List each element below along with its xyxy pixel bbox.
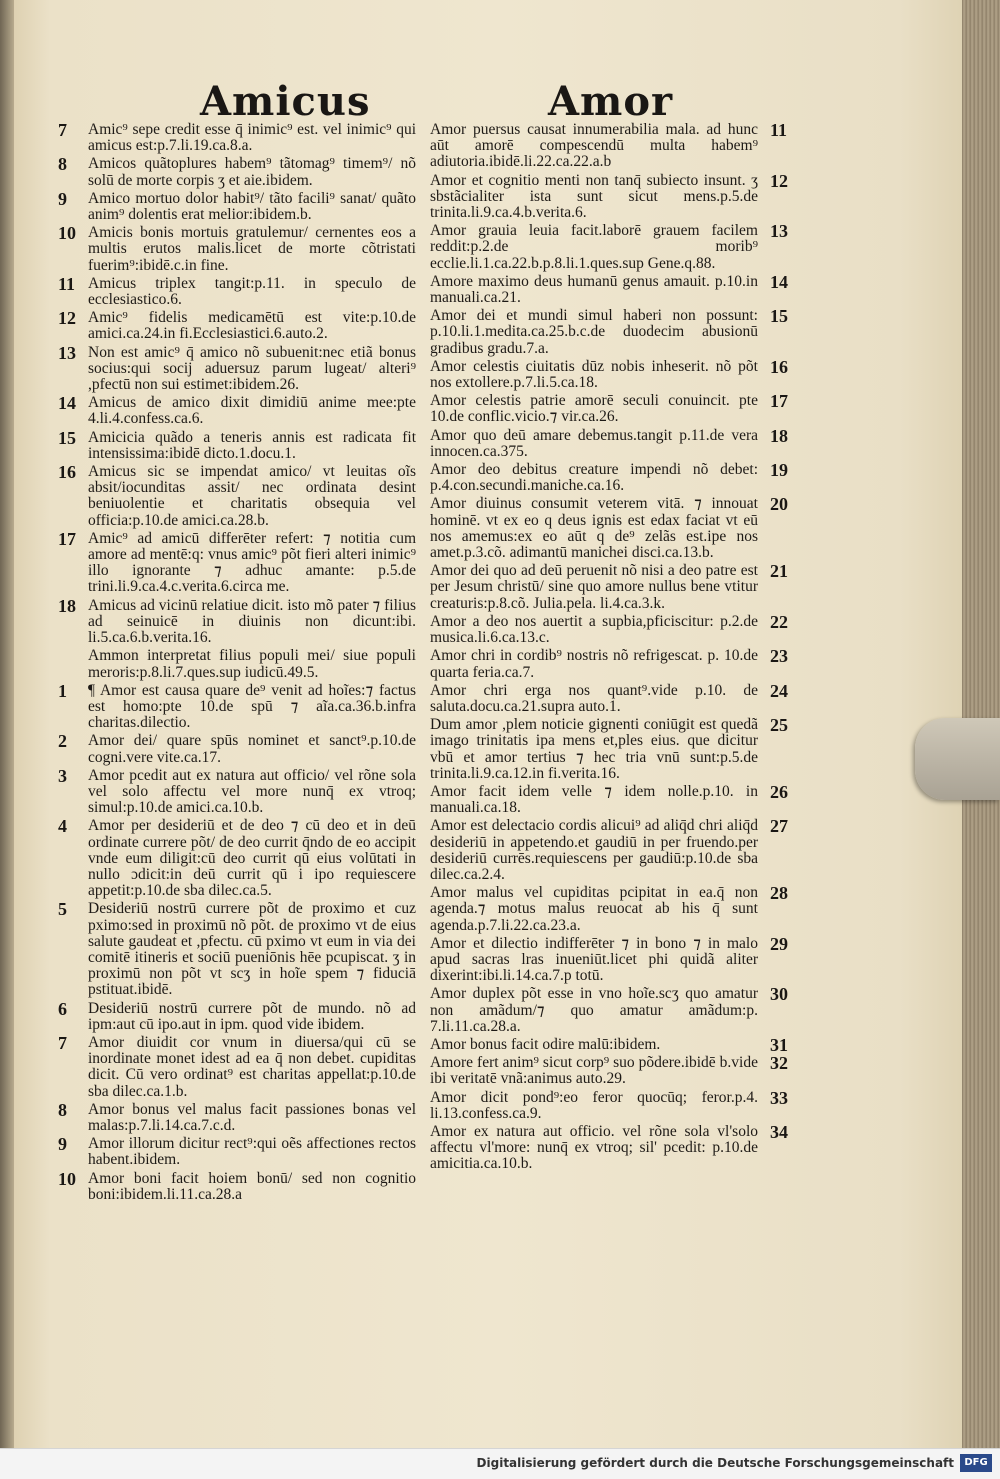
- entry-text: Amor boni facit hoiem bonū/ sed non cognitio boni:ibidem.li.11.ca.28.a: [88, 1169, 416, 1203]
- entry-number: 32: [770, 1053, 788, 1074]
- index-entry: [58, 998, 416, 1033]
- entry-text: Amor et cognitio menti non tanq̄ subiecto insunt. ʒ sbstãcialiter ista sunt sicut mens.p.5.de trinita.li.9.ca.4.b.verita.6.: [430, 171, 758, 222]
- entry-text: Desideriū nostrū currere põt de proximo et cuz pximo:sed in proximū nõ põt. de proximo vt de eius salute gaudeat et ,pfectu. cū pximo vt eum in via dei comitē itineris et sociū pueniōnis hēe pcupiscat. ʒ in proximū non põt vt scʒ in hoĩe spem ⁊ fiduciā pstituat.ibidē.: [88, 900, 416, 999]
- entry-number: 28: [770, 883, 788, 904]
- entry-text: Amor dei quo ad deū peruenit nõ nisi a deo patre est per Jesum christū/ sine quo amore nullus bene vtitur creaturis:p.8.cõ. Julia.pela. li.4.ca.3.k.: [430, 562, 758, 612]
- entry-text: Amicos quãtoplures habem⁹ tãtomag⁹ timem⁹/ nõ solū de morte corpis ʒ et aie.ibidem.: [88, 155, 416, 189]
- entry-text: Dum amor ,plem noticie gignenti coniūgit est quedã imago trinitatis ipa mens et,ples eius. que dicitur vbū et amor tertius ⁊ hec tria vnū sunt:p.5.de trinita.li.9.ca.12.in fi.verita.16.: [430, 716, 758, 782]
- entry-number: 16: [58, 462, 76, 483]
- book-gutter: [0, 0, 14, 1478]
- entry-text: Amic⁹ sepe credit esse q̄ inimic⁹ est. vel inimic⁹ qui amicus est:p.7.li.19.ca.8.a.: [88, 121, 416, 155]
- entry-text: Amor dei/ quare spūs nominet et sanct⁹.p.10.de cogni.vere vite.ca.17.: [88, 732, 416, 766]
- entry-number: 14: [770, 271, 788, 292]
- entry-text: Amico mortuo dolor habit⁹/ tãto facili⁹ sanat/ quãto anim⁹ dolentis erat melior:ibidem.b.: [88, 189, 416, 224]
- index-entry: [58, 816, 416, 900]
- index-entry: [430, 170, 788, 222]
- entry-number: 23: [770, 646, 788, 667]
- index-entry: [430, 306, 788, 357]
- entry-number: 15: [58, 427, 76, 448]
- index-entry: [58, 899, 416, 999]
- entry-text: Amic⁹ ad amicū differēter refert: ⁊ notitia cum amore ad mentē:q: vnus amic⁹ põt fieri alteri inimic⁹ illo ignorante ⁊ adhuc amante: p.5.de trini.li.9.ca.4.c.verita.6.circa me.: [88, 529, 416, 596]
- index-entry: [58, 462, 416, 529]
- index-entry: [58, 427, 416, 462]
- entry-number: 3: [58, 765, 67, 786]
- entry-number: 10: [58, 1168, 76, 1189]
- index-entry: [58, 273, 416, 309]
- index-entry: [58, 680, 416, 732]
- index-entry: [430, 561, 788, 612]
- entry-number: 29: [770, 933, 788, 954]
- entry-number: 17: [58, 528, 76, 549]
- index-entry: [430, 425, 788, 460]
- index-entry: [430, 883, 788, 934]
- entry-text: Desideriū nostrū currere põt de mundo. nõ ad ipm:aut cū ipo.aut in ipm. quod vide ibidem.: [88, 999, 416, 1033]
- entry-text: Amor quo deū amare debemus.tangit p.11.de vera innocen.ca.375.: [430, 426, 758, 460]
- entry-text: Amicicia quãdo a teneris annis est radicata fit intensissima:ibidē dicto.1.docu.1.: [88, 428, 416, 462]
- entry-number: 9: [58, 188, 67, 209]
- entry-number: 2: [58, 731, 67, 752]
- index-entry: [430, 221, 788, 272]
- index-entry: [58, 188, 416, 224]
- entry-number: 13: [58, 342, 76, 363]
- index-entry: [430, 816, 788, 883]
- entry-number: 21: [770, 561, 788, 582]
- index-entry: [430, 1053, 788, 1088]
- entry-number: 34: [770, 1121, 788, 1142]
- entry-text: Amor grauia leuia facit.laborē grauem facilem reddit:p.2.de morib⁹ ecclie.li.1.ca.22.b.p.8.li.1.ques.sup Gene.q.88.: [430, 222, 758, 272]
- footer-credit: Digitalisierung gefördert durch die Deutsche Forschungsgemeinschaft: [476, 1456, 954, 1470]
- page-tab-marker: [915, 718, 1000, 800]
- entry-number: 20: [770, 494, 788, 515]
- entry-text: Amicus de amico dixit dimidiū anime mee:pte 4.li.4.confess.ca.6.: [88, 394, 416, 428]
- index-entry: [430, 1121, 788, 1173]
- index-entry: [430, 715, 788, 782]
- index-entry: [430, 271, 788, 307]
- index-entry: [430, 1034, 788, 1055]
- entry-number: 7: [58, 1032, 67, 1053]
- entry-text: Amor ex natura aut officio. vel rõne sola vl'solo affectu vl'more: nunq̄ ex vtroq; sil' pcedit: p.10.de amicitia.ca.10.b.: [430, 1122, 758, 1173]
- index-entry: [88, 648, 416, 680]
- entry-text: Amor malus vel cupiditas pcipitat in ea.q̄ non agenda.⁊ motus malus reuocat ab his q̄ sunt agenda.p.7.li.22.ca.23.a.: [430, 884, 758, 934]
- entry-number: 18: [58, 595, 76, 616]
- index-entry: [58, 595, 416, 647]
- index-entry: [430, 984, 788, 1035]
- entry-number: 18: [770, 425, 788, 446]
- index-entry: [58, 1099, 416, 1134]
- left-column: [58, 120, 416, 1205]
- entry-number: 13: [770, 221, 788, 242]
- entry-number: 12: [770, 170, 788, 191]
- entry-number: 9: [58, 1134, 67, 1155]
- entry-text: Non est amic⁹ q̄ amico nõ subuenit:nec etiã bonus socius:qui socij aduersuz parum lugeat/ alteri⁹ ,pfectū non sui estimet:ibidem.26.: [88, 343, 416, 394]
- index-entry: [430, 356, 788, 392]
- entry-text: ¶ Amor est causa quare de⁹ venit ad hoĩes:⁊ factus est homo:pte 10.de spū ⁊ aĩa.ca.36.b.infra charitas.dilectio.: [88, 681, 416, 732]
- right-column: [430, 120, 788, 1175]
- entry-text: Amor a deo nos auertit a supbia,pficiscitur: p.2.de musica.li.6.ca.13.c.: [430, 612, 758, 647]
- entry-text: Amor chri in cordib⁹ nostris nõ refrigescat. p. 10.de quarta feria.ca.7.: [430, 647, 758, 681]
- entry-text: Amor facit idem velle ⁊ idem nolle.p.10. in manuali.ca.18.: [430, 782, 758, 817]
- entry-text: Amicis bonis mortuis gratulemur/ cernentes eos a multis erutos malis.licet de morte cõtristati fuerim⁹:ibidē.c.in fine.: [88, 224, 416, 274]
- index-entry: [58, 1032, 416, 1100]
- index-entry: [58, 393, 416, 428]
- entry-number: 8: [58, 154, 67, 175]
- entry-number: 6: [58, 998, 67, 1019]
- index-entry: [58, 342, 416, 394]
- entry-text: Amor dicit pond⁹:eo feror quocūq; feror.p.4. li.13.confess.ca.9.: [430, 1088, 758, 1122]
- index-entry: [58, 223, 416, 274]
- entry-number: 26: [770, 781, 788, 802]
- entry-number: 12: [58, 308, 76, 329]
- index-entry: [430, 460, 788, 495]
- index-entry: [58, 308, 416, 343]
- entry-text: Amor illorum dicitur rect⁹:qui oẽs affectiones rectos habent.ibidem.: [88, 1135, 416, 1169]
- index-entry: [58, 731, 416, 766]
- entry-number: 19: [770, 460, 788, 481]
- entry-number: 33: [770, 1087, 788, 1108]
- entry-number: 15: [770, 306, 788, 327]
- index-entry: [430, 781, 788, 817]
- entry-text: Amor diuinus consumit veterem vitā. ⁊ innouat hominē. vt ex eo q deus ignis est edax faciat vt eū nos amemus:ex eo aūt q de⁹ zelãs est.ipe nos amet.p.3.cõ. adimantū manichei disci.ca.13.b.: [430, 495, 758, 562]
- column-header-right: Amor: [548, 78, 674, 125]
- entry-number: 25: [770, 715, 788, 736]
- entry-number: 8: [58, 1099, 67, 1120]
- footer-bar: [0, 1448, 1000, 1479]
- entry-number: 16: [770, 356, 788, 377]
- entry-number: 31: [770, 1034, 788, 1055]
- entry-text: Amicus ad vicinū relatiue dicit. isto mõ pater ⁊ filius ad seinuicē in diuinis non dicunt:ibi. li.5.ca.6.b.verita.16.: [88, 596, 416, 647]
- entry-text: Amor est delectacio cordis alicui⁹ ad aliq̄d chri aliq̄d desideriū in appetendo.et gaudiū in per fruendo.per desideriū currēs.requiescens per gaudiū:p.10.de sba dilec.ca.2.4.: [430, 817, 758, 883]
- entry-number: 27: [770, 816, 788, 837]
- entry-text: Amor dei et mundi simul haberi non possunt: p.10.li.1.medita.ca.25.b.c.de duodecim abusionū gradibus gradu.7.a.: [430, 307, 758, 357]
- entry-text: Amor per desideriū et de deo ⁊ cū deo et in deū ordinate currere põt/ de deo currit q̄ndo de eo accipit vnde eum diligit:cū deo currit qū eius volūtati in nullo ɔdicit:in deū currit qū i ipo requiescere appetit:p.10.de sba dilec.ca.5.: [88, 817, 416, 900]
- entry-text: Amor bonus vel malus facit passiones bonas vel malas:p.7.li.14.ca.7.c.d.: [88, 1100, 416, 1134]
- entry-number: 4: [58, 816, 67, 837]
- entry-number: 22: [770, 611, 788, 632]
- index-entry: [58, 765, 416, 817]
- index-entry: [430, 646, 788, 681]
- entry-number: 5: [58, 899, 67, 920]
- entry-text: Amor et dilectio indifferēter ⁊ in bono ⁊ in malo apud sacras lras inueniūt.licet phi quidã aliter dixerint:ibi.li.14.ca.7.p totū.: [430, 934, 758, 985]
- entry-text: Amore maximo deus humanū genus amauit. p.10.in manuali.ca.21.: [430, 272, 758, 307]
- column-header-left: Amicus: [200, 78, 371, 125]
- entry-text: Amore fert anim⁹ sicut corp⁹ suo põdere.ibidē b.vide ibi veritatē vnã:animus auto.29.: [430, 1054, 758, 1088]
- entry-number: 17: [770, 391, 788, 412]
- entry-text: Amor duplex põt esse in vno hoĩe.scʒ quo amatur non amãdum/⁊ quo amatur amãdum:p. 7.li.11.ca.28.a.: [430, 985, 758, 1035]
- entry-number: 11: [770, 120, 788, 140]
- entry-number: 24: [770, 680, 788, 701]
- entry-text: Amor diuidit cor vnum in diuersa/qui cū se inordinate monet idest ad ea q̄ non debet. cupiditas dicit. Cū vero ordinat⁹ est charitas appellat:p.10.de sba dilec.ca.1.b.: [88, 1033, 416, 1100]
- index-entry: [430, 120, 788, 171]
- index-entry: [430, 680, 788, 715]
- entry-text: Ammon interpretat filius populi mei/ siue populi meroris:p.8.li.7.ques.sup iudicū.49.5.: [88, 647, 416, 681]
- entry-text: Amor deo debitus creature impendi nõ debet: p.4.con.secundi.maniche.ca.16.: [430, 461, 758, 495]
- index-entry: [430, 494, 788, 562]
- index-entry: [430, 1087, 788, 1122]
- index-entry: [430, 611, 788, 647]
- dfg-logo: DFG: [960, 1454, 992, 1472]
- entry-text: Amor puersus causat innumerabilia mala. ad hunc aūt amorē compescendū multa habem⁹ adiutoria.ibidē.li.22.ca.22.a.b: [430, 121, 758, 171]
- entry-number: 11: [58, 273, 76, 294]
- index-entry: [58, 528, 416, 596]
- entry-number: 7: [58, 120, 67, 140]
- index-entry: [58, 120, 416, 155]
- entry-number: 10: [58, 223, 76, 244]
- entry-number: 14: [58, 393, 76, 414]
- index-entry: [430, 933, 788, 985]
- entry-text: Amicus triplex tangit:p.11. in speculo de ecclesiastico.6.: [88, 274, 416, 309]
- entry-text: Amor bonus facit odire malū:ibidem.: [430, 1035, 661, 1053]
- index-entry: [58, 1168, 416, 1203]
- index-entry: [58, 154, 416, 189]
- entry-text: Amicus sic se impendat amico/ vt leuitas oĩs absit/iocunditas assit/ nec ordinata desint beniuolentie et charitatis obsequia vel officia:p.10.de amici.ca.28.b.: [88, 463, 416, 529]
- entry-text: Amor chri erga nos quant⁹.vide p.10. de saluta.docu.ca.21.supra auto.1.: [430, 681, 758, 715]
- index-entry: [430, 391, 788, 426]
- entry-text: Amic⁹ fidelis medicamētū est vite:p.10.de amici.ca.24.in fi.Ecclesiastici.6.auto.2.: [88, 309, 416, 343]
- entry-text: Amor celestis patrie amorē seculi conuincit. pte 10.de conflic.vicio.⁊ vir.ca.26.: [430, 392, 758, 426]
- entry-text: Amor pcedit aut ex natura aut officio/ vel rõne sola vel solo affectu vel more nunq̄ ex vtroq; simul:p.10.de amici.ca.10.b.: [88, 766, 416, 817]
- index-entry: [58, 1134, 416, 1169]
- entry-text: Amor celestis ciuitatis dūz nobis inheserit. nõ põt nos extollere.p.7.li.5.ca.18.: [430, 357, 758, 392]
- entry-number: 1: [58, 680, 67, 701]
- entry-number: 30: [770, 984, 788, 1005]
